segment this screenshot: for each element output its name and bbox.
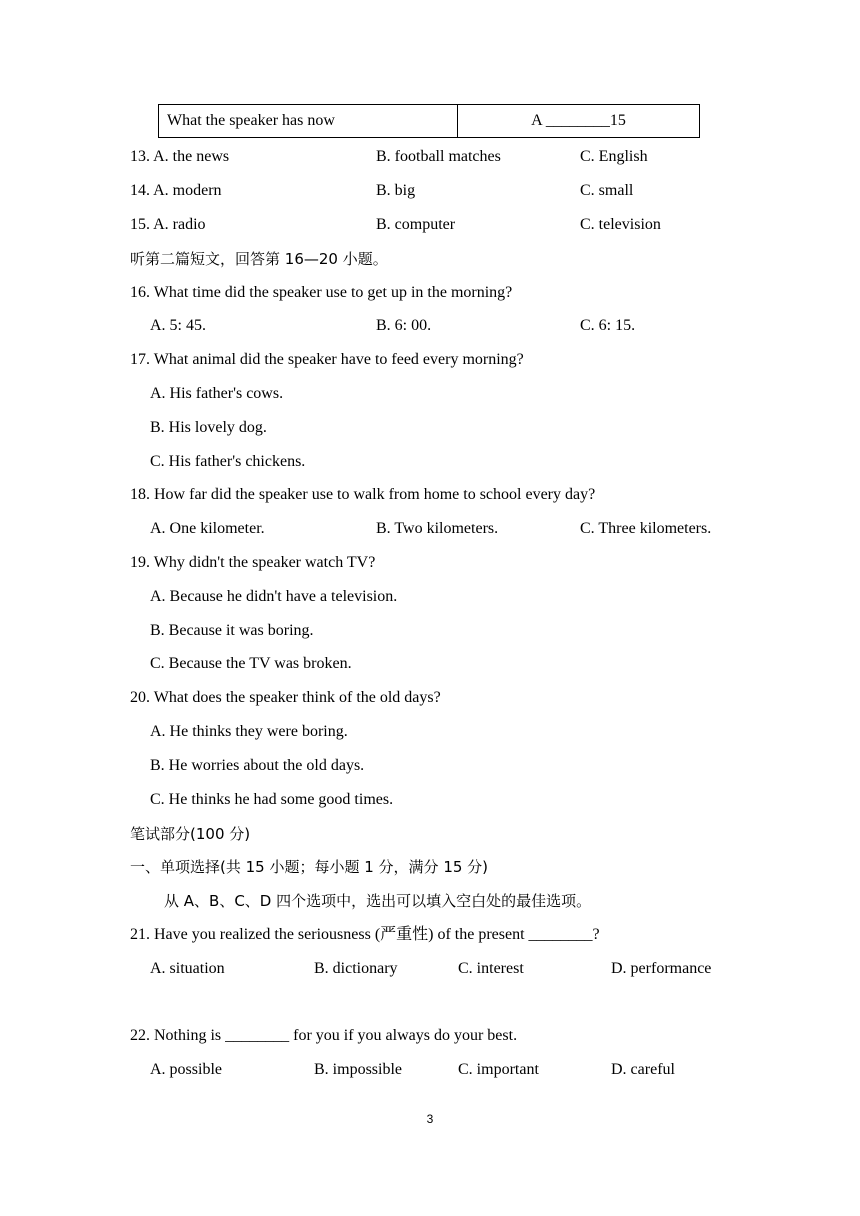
answer-table-row [158,104,700,138]
q20-option-b: B. He worries about the old days. [150,757,365,774]
q16-option-b: B. 6: 00. [376,317,432,334]
q22-stem: 22. Nothing is ________ for you if you always do your best. [130,1027,518,1044]
q17-option-b: B. His lovely dog. [150,419,267,436]
q22-option-c: C. important [458,1061,539,1078]
q21-option-c: C. interest [458,960,524,977]
q19-option-c: C. Because the TV was broken. [150,655,352,672]
q21-option-b: B. dictionary [314,960,398,977]
q17-stem: 17. What animal did the speaker have to feed every morning? [130,351,524,368]
q14-option-c: C. small [580,182,634,199]
q21-stem: 21. Have you realized the seriousness (严重性) of the present ________? [130,926,600,943]
q15-option-a: 15. A. radio [130,216,206,233]
q19-option-b: B. Because it was boring. [150,622,314,639]
section-instruction: 听第二篇短文，回答第 16—20 小题。 [130,250,388,268]
q17-option-c: C. His father's chickens. [150,453,306,470]
q14-option-a: 14. A. modern [130,182,222,199]
table-cell-answer: A ________15 [531,112,626,129]
q19-option-a: A. Because he didn't have a television. [150,588,398,605]
q17-option-a: A. His father's cows. [150,385,284,402]
page-number: 3 [426,1112,434,1126]
q21-option-a: A. situation [150,960,225,977]
q13-option-b: B. football matches [376,148,501,165]
q16-option-c: C. 6: 15. [580,317,636,334]
q19-stem: 19. Why didn't the speaker watch TV? [130,554,376,571]
q15-option-c: C. television [580,216,661,233]
part1-heading: 一、单项选择(共 15 小题；每小题 1 分，满分 15 分) [130,858,489,876]
q13-option-a: 13. A. the news [130,148,230,165]
q20-stem: 20. What does the speaker think of the old days? [130,689,441,706]
q14-option-b: B. big [376,182,416,199]
written-part-heading: 笔试部分(100 分) [130,825,251,843]
part1-instruction: 从 A、B、C、D 四个选项中，选出可以填入空白处的最佳选项。 [164,892,592,910]
q20-option-a: A. He thinks they were boring. [150,723,348,740]
q16-stem: 16. What time did the speaker use to get up in the morning? [130,284,513,301]
q21-option-d: D. performance [611,960,712,977]
table-cell-label: What the speaker has now [159,105,458,137]
q18-option-b: B. Two kilometers. [376,520,499,537]
q18-option-a: A. One kilometer. [150,520,265,537]
q20-option-c: C. He thinks he had some good times. [150,791,394,808]
q22-option-b: B. impossible [314,1061,403,1078]
q18-stem: 18. How far did the speaker use to walk from home to school every day? [130,486,596,503]
q15-option-b: B. computer [376,216,456,233]
q16-option-a: A. 5: 45. [150,317,206,334]
q13-option-c: C. English [580,148,648,165]
q22-option-d: D. careful [611,1061,675,1078]
q22-option-a: A. possible [150,1061,222,1078]
q18-option-c: C. Three kilometers. [580,520,712,537]
